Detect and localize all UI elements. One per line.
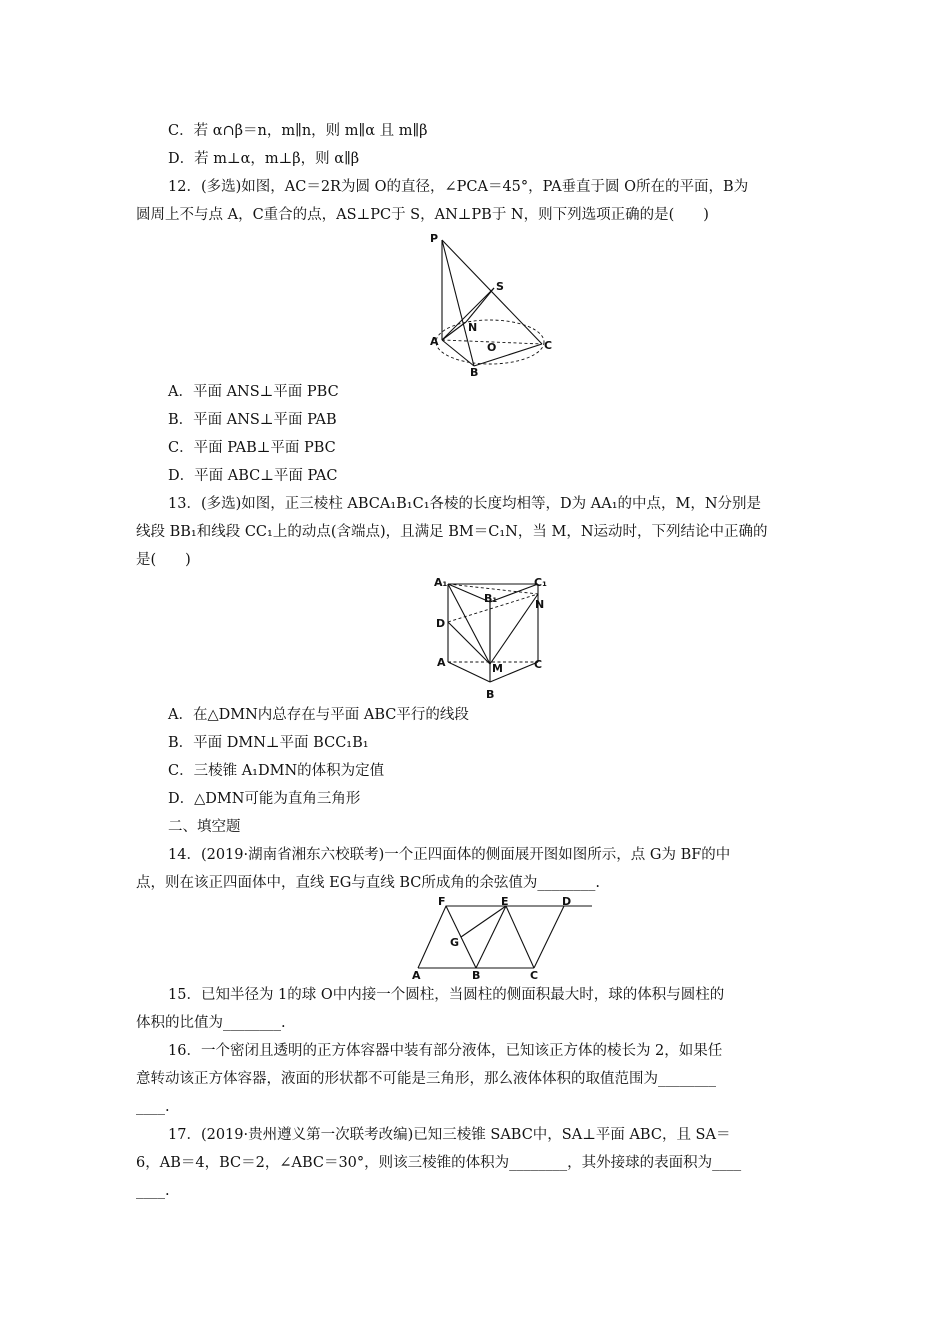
q13-edge-dm [448, 622, 490, 664]
q13-stem-line2: 线段 BB₁和线段 CC₁上的动点(含端点)，且满足 BM＝C₁N，当 M，N运动时，下列结论中正确的 [136, 524, 768, 540]
q17-stem-line2: 6，AB＝4，BC＝2，∠ABC＝30°，则该三棱锥的体积为________，其外接球的表面积为____ [136, 1155, 742, 1171]
q16-stem-line1: 16．一个密闭且透明的正方体容器中装有部分液体，已知该正方体的棱长为 2，如果任 [168, 1043, 723, 1059]
q12-label-s: S [496, 280, 504, 293]
q13-label-a1: A₁ [434, 576, 448, 589]
q12-edge-ab [442, 340, 474, 366]
q12-edge-an [442, 322, 466, 340]
q13-figure [428, 572, 558, 704]
q11-option-d: D．若 m⊥α，m⊥β，则 α∥β [168, 151, 360, 167]
q14-edge-be [476, 906, 506, 968]
q14-edge-cd [534, 906, 564, 968]
q12-option-b: B．平面 ANS⊥平面 PAB [168, 412, 337, 428]
section-heading-fill-blank: 二、填空题 [168, 819, 241, 835]
q12-stem-line2: 圆周上不与点 A，C重合的点，AS⊥PC于 S，AN⊥PB于 N，则下列选项正确的是( ) [136, 207, 709, 223]
q14-label-d: D [562, 896, 572, 908]
q13-label-n: N [535, 598, 545, 611]
q12-label-c: C [544, 339, 553, 352]
q16-stem-line2: 意转动该正方体容器，液面的形状都不可能是三角形，那么液体体积的取值范围为________ [136, 1071, 716, 1087]
q16-stem-line3: ____. [136, 1099, 170, 1115]
q14-edge-ec [506, 906, 534, 968]
q14-label-g: G [450, 936, 460, 949]
q13-option-a: A．在△DMN内总存在与平面 ABC平行的线段 [168, 707, 469, 723]
q14-label-a: A [412, 969, 421, 982]
q15-stem-line1: 15．已知半径为 1的球 O中内接一个圆柱，当圆柱的侧面积最大时，球的体积与圆柱的 [168, 987, 725, 1003]
q13-label-m: M [492, 662, 503, 675]
q12-stem-line1: 12．(多选)如图，AC＝2R为圆 O的直径，∠PCA＝45°，PA垂直于圆 O所在的平面，B为 [168, 179, 749, 195]
q11-option-c: C．若 α∩β＝n，m∥n，则 m∥α 且 m∥β [168, 123, 428, 139]
q13-label-d: D [436, 617, 446, 630]
q14-label-b: B [472, 969, 481, 982]
q13-option-c: C．三棱锥 A₁DMN的体积为定值 [168, 763, 385, 779]
q14-stem-line1: 14．(2019·湖南省湘东六校联考)一个正四面体的侧面展开图如图所示，点 G为 BF的中 [168, 847, 731, 863]
q14-top-edge [418, 906, 592, 968]
q15-stem-line2: 体积的比值为________. [136, 1015, 286, 1031]
q12-edge-ns [466, 288, 494, 322]
q12-option-c: C．平面 PAB⊥平面 PBC [168, 440, 336, 456]
q14-edge-ge [461, 906, 506, 937]
q13-option-b: B．平面 DMN⊥平面 BCC₁B₁ [168, 735, 369, 751]
q12-edge-pb [442, 240, 474, 366]
q13-label-c1: C₁ [534, 576, 547, 589]
q14-stem-line2: 点，则在该正四面体中，直线 EG与直线 BC所成角的余弦值为________. [136, 875, 601, 891]
q13-label-c: C [534, 658, 543, 671]
q13-option-d: D．△DMN可能为直角三角形 [168, 791, 361, 807]
q14-label-e: E [501, 896, 509, 908]
q13-stem-line1: 13．(多选)如图，正三棱柱 ABCA₁B₁C₁各棱的长度均相等，D为 AA₁的中点，M，N分别是 [168, 496, 762, 512]
q14-label-f: F [438, 896, 446, 908]
q14-figure [404, 896, 604, 982]
q12-label-b: B [470, 366, 479, 378]
q17-stem-line3: ____. [136, 1183, 170, 1199]
q13-edge-ab [448, 662, 490, 682]
q12-label-o: O [487, 341, 497, 354]
q13-label-b: B [486, 688, 495, 701]
q12-label-n: N [468, 321, 478, 334]
q12-option-d: D．平面 ABC⊥平面 PAC [168, 468, 338, 484]
q13-label-a: A [437, 656, 446, 669]
q12-figure [420, 228, 560, 378]
q17-stem-line1: 17．(2019·贵州遵义第一次联考改编)已知三棱锥 SABC中，SA⊥平面 ABC，且 SA＝ [168, 1127, 731, 1143]
q14-label-c: C [530, 969, 539, 982]
q12-label-a: A [430, 335, 439, 348]
q12-option-a: A．平面 ANS⊥平面 PBC [168, 384, 339, 400]
q12-label-p: P [430, 232, 439, 245]
q13-stem-line3: 是( ) [136, 552, 191, 568]
q13-label-b1: B₁ [484, 592, 498, 605]
